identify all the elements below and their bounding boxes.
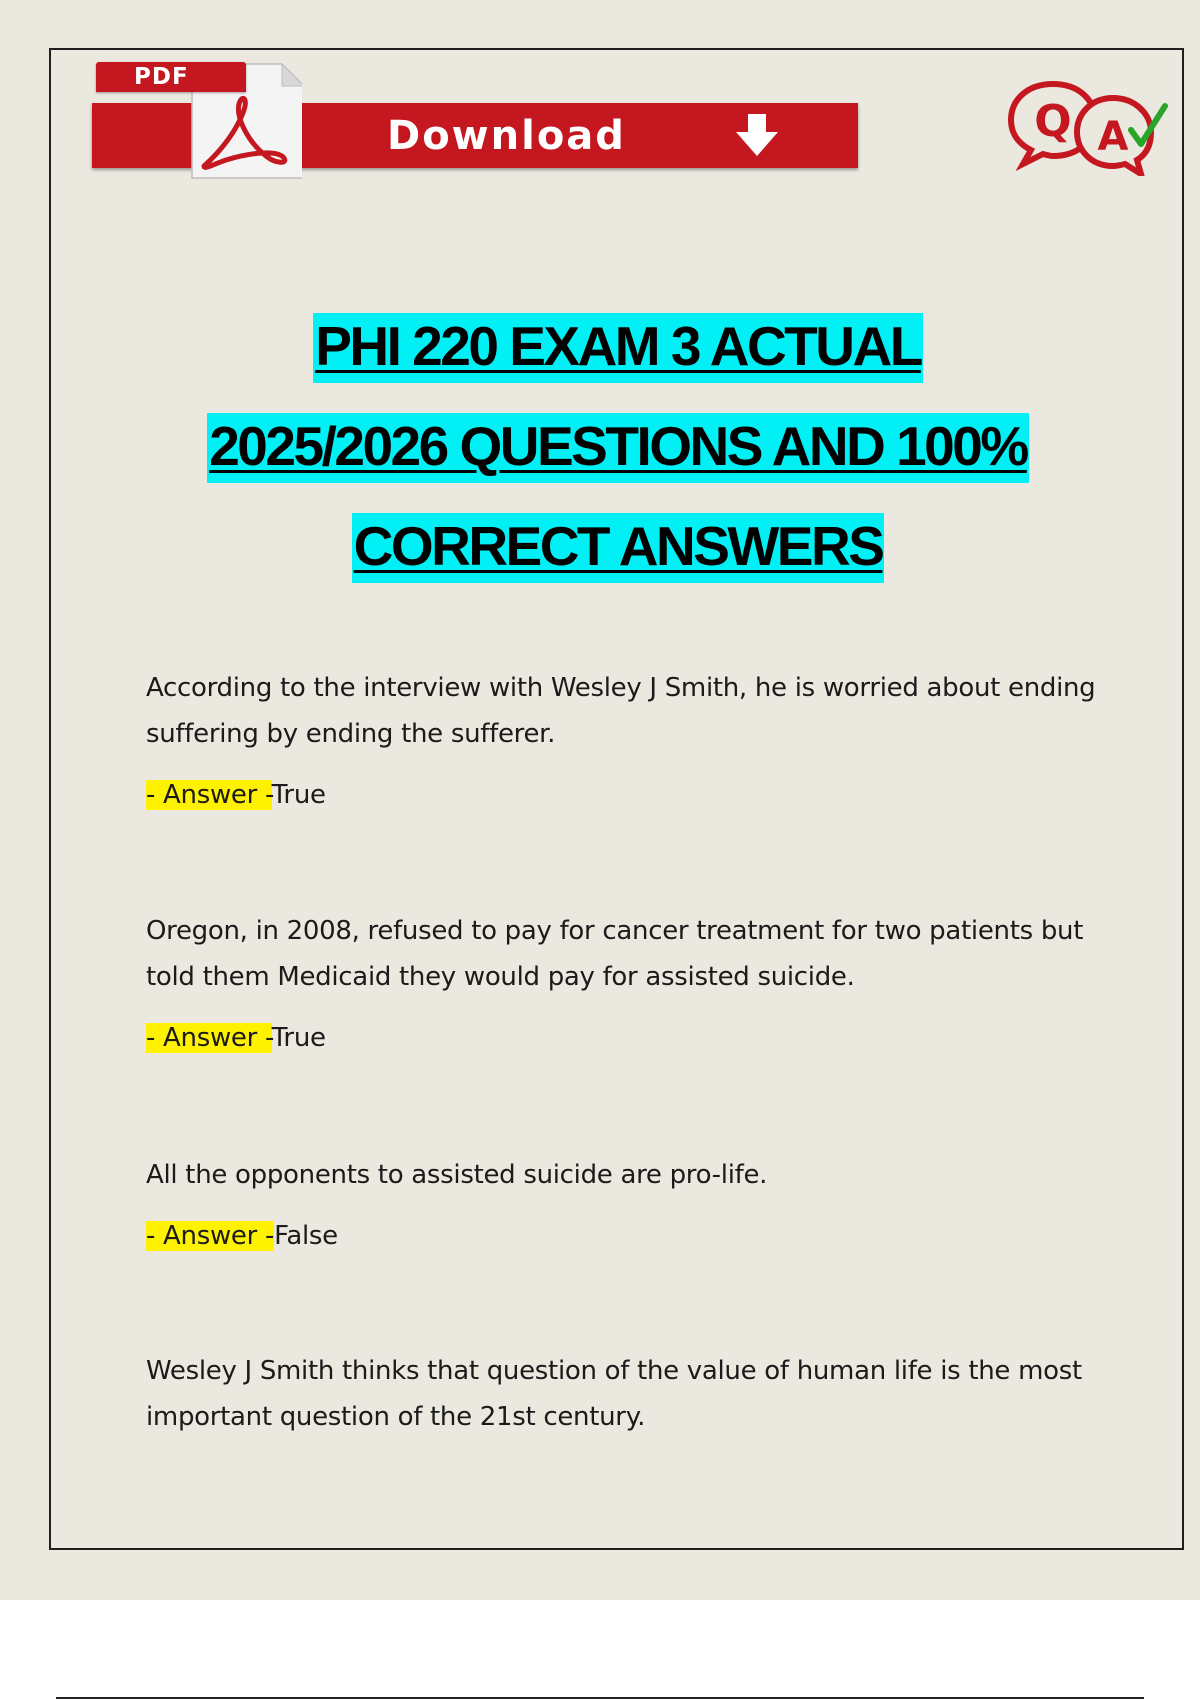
answer-tag: - Answer -	[146, 780, 272, 810]
qa-item	[146, 1348, 1106, 1440]
qa-item	[146, 665, 1106, 815]
answer-tag: - Answer -	[146, 1221, 275, 1251]
qa-item	[146, 908, 1106, 1058]
title-line-3: CORRECT ANSWERS	[352, 513, 885, 583]
answer-value: True	[271, 780, 326, 810]
svg-text:A: A	[1097, 114, 1129, 160]
svg-text:Q: Q	[1034, 96, 1072, 147]
download-arrow-icon[interactable]	[732, 112, 782, 160]
document-title	[60, 296, 1176, 596]
qa-item	[146, 1152, 1106, 1256]
pdf-label-tab: PDF	[96, 62, 246, 92]
title-line-2: 2025/2026 QUESTIONS AND 100%	[207, 413, 1029, 483]
answer-line	[146, 1216, 1106, 1256]
question-text: Wesley J Smith thinks that question of the value of human life is the most important question of the 21st century.	[146, 1356, 1082, 1432]
answer-value: False	[274, 1221, 338, 1251]
answer-value: True	[271, 1023, 326, 1053]
download-label[interactable]: Download	[387, 113, 626, 159]
question-text: Oregon, in 2008, refused to pay for cancer treatment for two patients but told them Medicaid they would pay for assisted suicide.	[146, 916, 1084, 992]
pdf-download-banner[interactable]	[92, 60, 858, 180]
qa-logo	[1005, 76, 1170, 176]
question-text: All the opponents to assisted suicide are pro-life.	[146, 1160, 768, 1190]
title-line-1: PHI 220 EXAM 3 ACTUAL	[313, 313, 923, 383]
page-footer-rule	[56, 1697, 1144, 1699]
answer-line	[146, 1018, 1106, 1058]
question-text: According to the interview with Wesley J Smith, he is worried about ending suffering by ending the sufferer.	[146, 673, 1096, 749]
answer-line	[146, 775, 1106, 815]
answer-tag: - Answer -	[146, 1023, 272, 1053]
